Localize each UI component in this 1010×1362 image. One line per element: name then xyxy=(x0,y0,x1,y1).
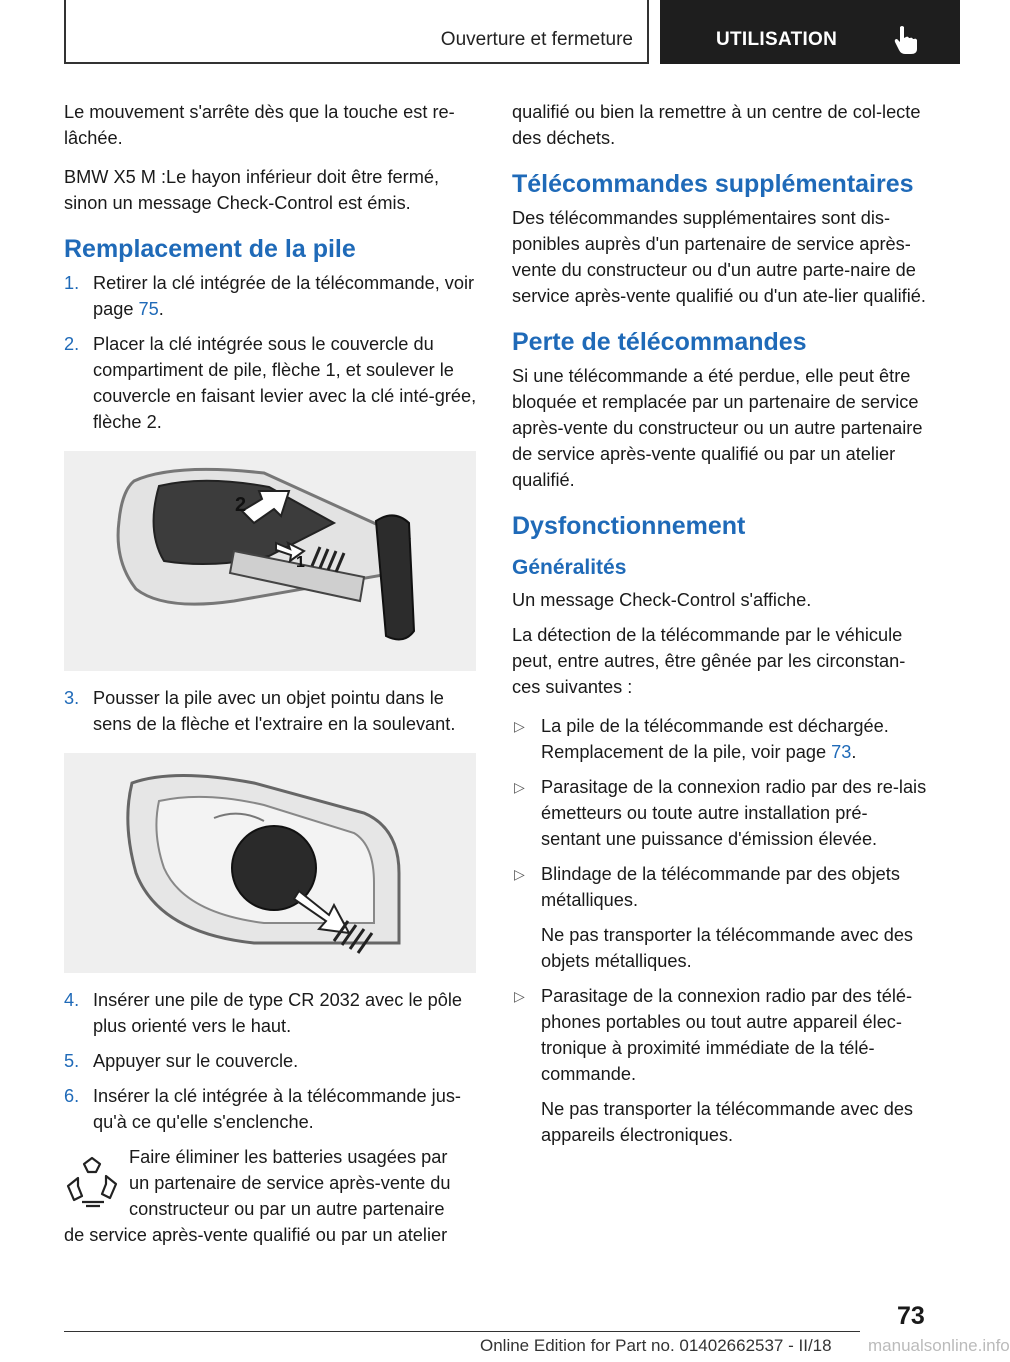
malfunction-heading: Dysfonctionnement xyxy=(512,512,746,540)
left-column xyxy=(64,99,479,1248)
recycle-continuation: qualifié ou bien la remettre à un centre de col-lecte des déchets. xyxy=(512,102,921,148)
step-text: Insérer la clé intégrée à la télécommande jus-qu'à ce qu'elle s'enclenche. xyxy=(93,1086,461,1132)
step-end: . xyxy=(158,299,164,319)
x5m-note: BMW X5 M :Le hayon inférieur doit être fermé, sinon un message Check-Control est émis. xyxy=(64,167,440,213)
recycle-line-3: constructeur ou par un autre partenaire xyxy=(129,1199,445,1219)
watermark: manualsonline.info xyxy=(868,1336,1010,1355)
page-link-73[interactable]: 73 xyxy=(831,742,852,762)
step-6 xyxy=(64,1083,479,1135)
bullet-end: . xyxy=(851,742,857,762)
step-2 xyxy=(64,331,479,435)
figure-remove-battery xyxy=(64,753,476,973)
step-number: 2. xyxy=(64,334,80,354)
bullet-battery-empty xyxy=(512,713,927,765)
bullet-metal-advice: Ne pas transporter la télécommande avec des objets métalliques. xyxy=(541,925,914,971)
callout-1: 1 xyxy=(296,554,305,571)
intro-paragraph: Le mouvement s'arrête dès que la touche est re-lâchée. xyxy=(64,102,455,148)
triangle-bullet-icon: ▷ xyxy=(514,718,525,734)
bullet-text: Blindage de la télécommande par des objets métalliques. xyxy=(541,864,900,910)
bullet-relay-interference xyxy=(512,774,927,852)
footer-rule xyxy=(64,1331,860,1332)
bullet-metal-shielding xyxy=(512,861,927,913)
step-text: Placer la clé intégrée sous le couvercle du compartiment de pile, flèche 1, et soulever le couvercle en faisant levier avec la clé inté-grée, flèche 2. xyxy=(93,334,477,432)
step-text: Insérer une pile de type CR 2032 avec le pôle plus orienté vers le haut. xyxy=(93,990,463,1036)
battery-heading: Remplacement de la pile xyxy=(64,235,356,263)
hand-pointer-icon xyxy=(893,25,921,55)
step-number: 4. xyxy=(64,990,80,1010)
bullet-phone-advice: Ne pas transporter la télécommande avec des appareils électroniques. xyxy=(541,1099,914,1145)
recycle-icon xyxy=(64,1154,120,1210)
recycle-line-2: un partenaire de service après-vente du xyxy=(129,1173,451,1193)
lost-remotes-heading: Perte de télécommandes xyxy=(512,328,807,356)
step-text: Retirer la clé intégrée de la télécommande, voir page xyxy=(93,273,475,319)
page-link-75[interactable]: 75 xyxy=(138,299,159,319)
step-3 xyxy=(64,685,479,737)
bullet-text: Parasitage de la connexion radio par des télé-phones portables ou tout autre appareil élec-tronique à proximité immédiate de la télé-commande. xyxy=(541,986,913,1084)
bullet-text: Parasitage de la connexion radio par des re-lais émetteurs ou toute autre installation pré-sentant une puissance d'émission élevée. xyxy=(541,777,927,849)
page-number: 73 xyxy=(897,1302,925,1330)
callout-2: 2 xyxy=(235,494,247,516)
detection-text: La détection de la télécommande par le véhicule peut, entre autres, être gênée par les circonstan-ces suivantes : xyxy=(512,625,906,697)
step-text: Pousser la pile avec un objet pointu dans le sens de la flèche et l'extraire en la soulevant. xyxy=(93,688,456,734)
section-title: Ouverture et fermeture xyxy=(440,29,633,50)
step-5 xyxy=(64,1048,479,1074)
triangle-bullet-icon: ▷ xyxy=(514,779,525,795)
lost-remotes-text: Si une télécommande a été perdue, elle peut être bloquée et remplacée par un partenaire de service après-vente du constructeur ou un autre partenaire de service après-vente qualifié ou par un atelier qualifié. xyxy=(512,366,923,490)
right-column xyxy=(512,99,927,1157)
bullet-phone-interference xyxy=(512,983,927,1087)
edition-text: Online Edition for Part no. 01402662537 - II/18 xyxy=(480,1336,832,1355)
recycle-line-1: Faire éliminer les batteries usagées par xyxy=(129,1147,448,1167)
recycle-line-4: de service après-vente qualifié ou par un atelier xyxy=(64,1225,448,1245)
step-text: Appuyer sur le couvercle. xyxy=(93,1051,299,1071)
step-number: 5. xyxy=(64,1051,80,1071)
step-number: 6. xyxy=(64,1086,80,1106)
step-1 xyxy=(64,270,479,322)
bullet-text: La pile de la télécommande est déchargée. Remplacement de la pile, voir page xyxy=(541,716,889,762)
step-4 xyxy=(64,987,479,1039)
section-header xyxy=(64,0,649,64)
triangle-bullet-icon: ▷ xyxy=(514,988,525,1004)
recycling-note xyxy=(64,1144,479,1248)
step-number: 1. xyxy=(64,273,80,293)
chapter-title: UTILISATION xyxy=(716,29,838,50)
check-control-text: Un message Check-Control s'affiche. xyxy=(512,590,812,610)
triangle-bullet-icon: ▷ xyxy=(514,866,525,882)
figure-remove-cover xyxy=(64,451,476,671)
step-number: 3. xyxy=(64,688,80,708)
extra-remotes-heading: Télécommandes supplémentaires xyxy=(512,170,914,198)
extra-remotes-text: Des télécommandes supplémentaires sont dis-ponibles auprès d'un partenaire de service après-vente du constructeur ou d'un autre parte-naire de service après-vente qualifié ou d'un ate-lier qualifié. xyxy=(512,208,926,306)
general-heading: Généralités xyxy=(512,556,627,579)
